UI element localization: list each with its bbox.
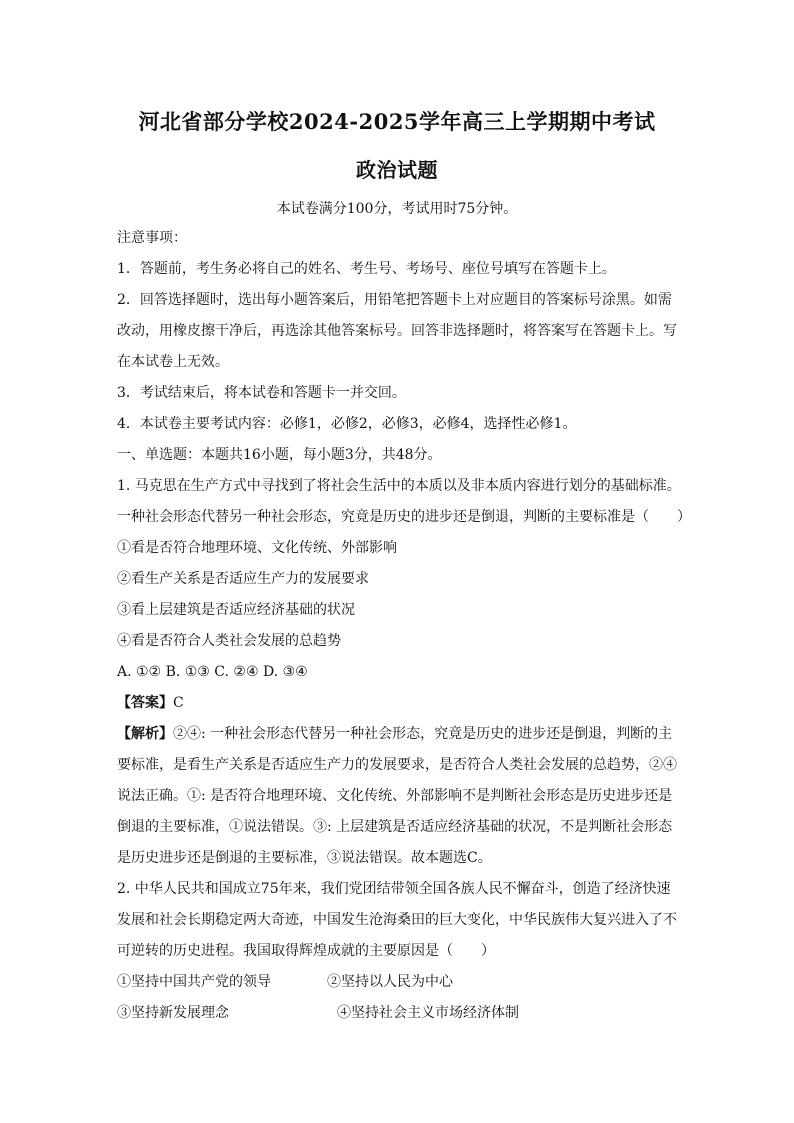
question-1-analysis-line-4: 倒退的主要标准，①说法错误。③: 上层建筑是否适应经济基础的状况，不是判断社会形态	[117, 819, 673, 835]
question-1-analysis-line-1	[117, 719, 677, 750]
note-line-3: 改动，用橡皮擦干净后，再选涂其他答案标号。回答非选择题时，将答案写在答题卡上。写	[117, 323, 677, 339]
answer-value: C	[173, 695, 184, 711]
question-1-item-2: ②看生产关系是否适应生产力的发展要求	[117, 571, 369, 587]
question-1-analysis-line-5: 是历史进步还是倒退的主要标准，③说法错误。故本题选C。	[117, 850, 492, 866]
question-2-stem-line-2: 发展和社会长期稳定两大奇迹，中国发生沧海桑田的巨大变化，中华民族伟大复兴进入了不	[117, 912, 677, 928]
note-line-4: 在本试卷上无效。	[117, 354, 229, 370]
question-2-options-row-1	[117, 967, 677, 998]
question-2-item-3: ③坚持新发展理念	[117, 1005, 229, 1021]
analysis-text: ②④: 一种社会形态代替另一种社会形态，究竟是历史的进步还是倒退，判断的主	[173, 726, 673, 742]
question-2-options-row-2	[117, 998, 677, 1029]
question-2-item-1: ①坚持中国共产党的领导	[117, 974, 271, 990]
notes-heading: 注意事项：	[117, 230, 187, 246]
exam-title: 河北省部分学校2024-2025学年高三上学期期中考试	[138, 109, 656, 134]
question-2-stem-line-3: 可逆转的历史进程。我国取得辉煌成就的主要原因是（ ）	[117, 943, 495, 959]
question-1-stem-line-1: 1. 马克思在生产方式中寻找到了将社会生活中的本质以及非本质内容进行划分的基础标准。	[117, 478, 681, 494]
note-line-5: 3．考试结束后，将本试卷和答题卡一并交回。	[117, 385, 406, 401]
note-line-1: 1．答题前，考生务必将自己的姓名、考生号、考场号、座位号填写在答题卡上。	[117, 261, 616, 277]
exam-meta: 本试卷满分100分，考试用时75分钟。	[276, 201, 518, 217]
question-1-item-4: ④看是否符合人类社会发展的总趋势	[117, 633, 341, 649]
answer-label: 【答案】	[117, 695, 173, 711]
section-heading: 一、单选题：本题共16小题，每小题3分，共48分。	[117, 447, 442, 463]
question-2-item-4: ④坚持社会主义市场经济体制	[337, 1005, 519, 1021]
question-2-stem-line-1: 2. 中华人民共和国成立75年来，我们党团结带领全国各族人民不懈奋斗，创造了经济快速	[117, 881, 671, 897]
question-1-analysis-line-3: 说法正确。①: 是否符合地理环境、文化传统、外部影响不是判断社会形态是历史进步还是	[117, 788, 673, 804]
question-1-analysis-line-2: 要标准，是看生产关系是否适应生产力的发展要求，是否符合人类社会发展的总趋势，②④	[117, 757, 677, 773]
exam-subtitle: 政治试题	[356, 158, 438, 182]
note-line-2: 2．回答选择题时，选出每小题答案后，用铅笔把答题卡上对应题目的答案标号涂黑。如需	[117, 292, 672, 308]
question-2-item-2: ②坚持以人民为中心	[327, 974, 453, 990]
question-1-item-1: ①看是否符合地理环境、文化传统、外部影响	[117, 540, 397, 556]
question-1-item-3: ③看上层建筑是否适应经济基础的状况	[117, 602, 355, 618]
note-line-6: 4．本试卷主要考试内容：必修1，必修2，必修3，必修4，选择性必修1。	[117, 416, 577, 432]
question-1-stem-line-2: 一种社会形态代替另一种社会形态，究竟是历史的进步还是倒退，判断的主要标准是（ ）	[117, 509, 691, 525]
question-1-choices: A. ①② B. ①③ C. ②④ D. ③④	[117, 664, 308, 680]
question-1-answer	[117, 688, 677, 719]
analysis-label: 【解析】	[117, 726, 173, 742]
